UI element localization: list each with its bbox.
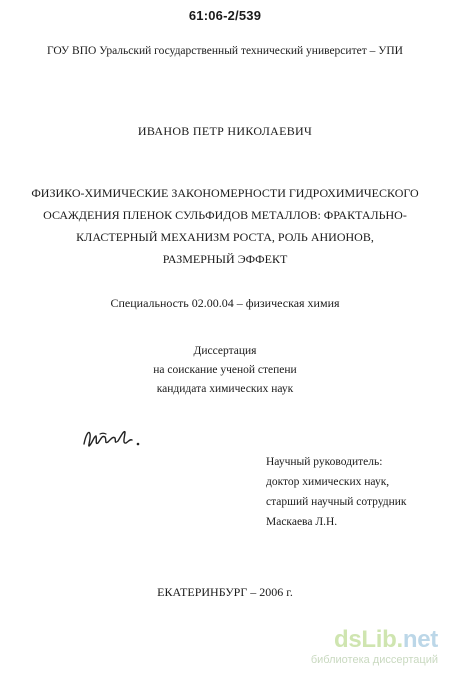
- advisor-degree: доктор химических наук,: [266, 476, 390, 488]
- title-line: РАЗМЕРНЫЙ ЭФФЕКТ: [162, 252, 288, 266]
- degree-line: кандидата химических наук: [156, 383, 294, 395]
- degree-line: Диссертация: [193, 345, 257, 357]
- watermark-logo: dsLib.net: [334, 626, 438, 653]
- dslib-watermark: [311, 628, 438, 666]
- title-line: ФИЗИКО-ХИМИЧЕСКИЕ ЗАКОНОМЕРНОСТИ ГИДРОХИМИЧЕСКОГО: [31, 186, 419, 200]
- dissertation-title: [0, 182, 450, 270]
- author-name: ИВАНОВ ПЕТР НИКОЛАЕВИЧ: [137, 124, 313, 138]
- organization-name: ГОУ ВПО Уральский государственный технический университет – УПИ: [47, 45, 403, 57]
- degree-line: на соискание ученой степени: [153, 364, 297, 376]
- handwritten-signature: [80, 424, 152, 452]
- title-line: ОСАЖДЕНИЯ ПЛЕНОК СУЛЬФИДОВ МЕТАЛЛОВ: ФРАКТАЛЬНО-: [43, 208, 407, 222]
- document-code: 61:06-2/539: [188, 8, 262, 23]
- city-year: ЕКАТЕРИНБУРГ – 2006 г.: [157, 585, 293, 599]
- advisor-name: Маскаева Л.Н.: [266, 516, 338, 528]
- advisor-label: Научный руководитель:: [266, 456, 383, 468]
- advisor-position: старший научный сотрудник: [266, 496, 407, 508]
- degree-statement: [0, 342, 450, 399]
- title-line: КЛАСТЕРНЫЙ МЕХАНИЗМ РОСТА, РОЛЬ АНИОНОВ,: [76, 230, 374, 244]
- specialty-line: Специальность 02.00.04 – физическая химия: [110, 296, 340, 310]
- scientific-advisor: [266, 452, 407, 532]
- watermark-subtitle: библиотека диссертаций: [310, 654, 438, 666]
